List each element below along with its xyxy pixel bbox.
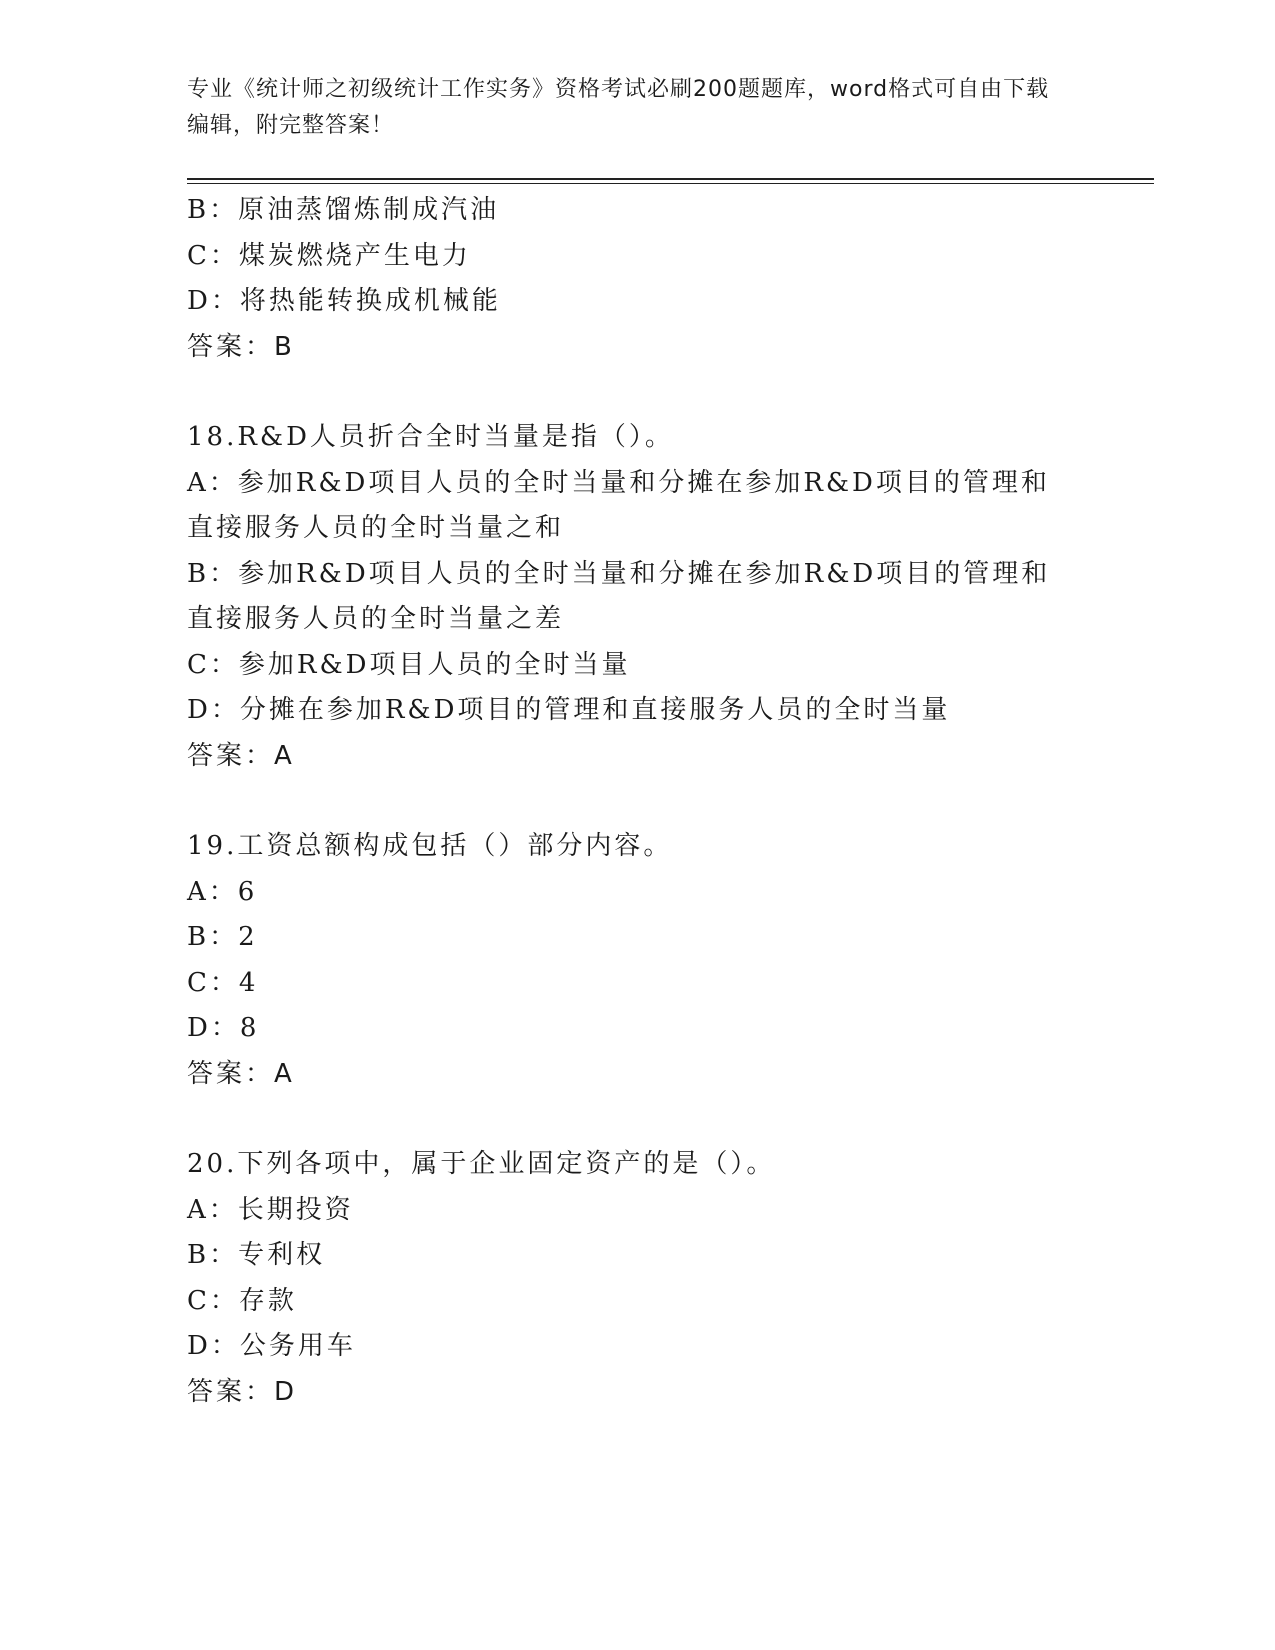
answer-18: 答案：A bbox=[187, 740, 295, 771]
answer-19: 答案：A bbox=[187, 1058, 295, 1089]
option-d: D：将热能转换成机械能 bbox=[187, 286, 501, 316]
option-b: B：原油蒸馏炼制成汽油 bbox=[187, 195, 500, 225]
question-19 bbox=[187, 824, 1147, 1097]
spacer bbox=[187, 779, 1147, 824]
option-a: A：6 bbox=[187, 876, 258, 907]
option-c: C：煤炭燃烧产生电力 bbox=[187, 240, 471, 271]
spacer bbox=[187, 370, 1147, 415]
question-20 bbox=[187, 1142, 1147, 1415]
option-d: D：8 bbox=[187, 1013, 260, 1043]
answer-20: 答案：D bbox=[187, 1376, 298, 1407]
question-list bbox=[187, 188, 1147, 1415]
option-d: D：公务用车 bbox=[187, 1331, 356, 1361]
question-stem: 20.下列各项中，属于企业固定资产的是（）。 bbox=[187, 1149, 776, 1179]
header-divider bbox=[187, 178, 1154, 184]
option-d: D：分摊在参加R&D项目的管理和直接服务人员的全时当量 bbox=[187, 695, 951, 725]
option-a: A：长期投资 bbox=[187, 1194, 354, 1225]
question-stem: 19.工资总额构成包括（）部分内容。 bbox=[187, 831, 673, 861]
document-header: 专业《统计师之初级统计工作实务》资格考试必刷200题题库，word格式可自由下载编辑，附完整答案！ bbox=[187, 77, 1050, 138]
option-c: C：参加R&D项目人员的全时当量 bbox=[187, 649, 631, 680]
option-c: C：4 bbox=[187, 967, 259, 998]
spacer bbox=[187, 1097, 1147, 1142]
option-b: B：2 bbox=[187, 922, 258, 952]
question-17 bbox=[187, 188, 1147, 370]
question-stem: 18.R&D人员折合全时当量是指（）。 bbox=[187, 422, 674, 452]
option-a: A：参加R&D项目人员的全时当量和分摊在参加R&D项目的管理和直接服务人员的全时当量之和 bbox=[187, 467, 1050, 543]
option-b: B：参加R&D项目人员的全时当量和分摊在参加R&D项目的管理和直接服务人员的全时当量之差 bbox=[187, 558, 1051, 634]
option-c: C：存款 bbox=[187, 1285, 297, 1316]
option-b: B：专利权 bbox=[187, 1240, 326, 1270]
answer-17: 答案：B bbox=[187, 331, 295, 362]
question-18 bbox=[187, 415, 1147, 779]
